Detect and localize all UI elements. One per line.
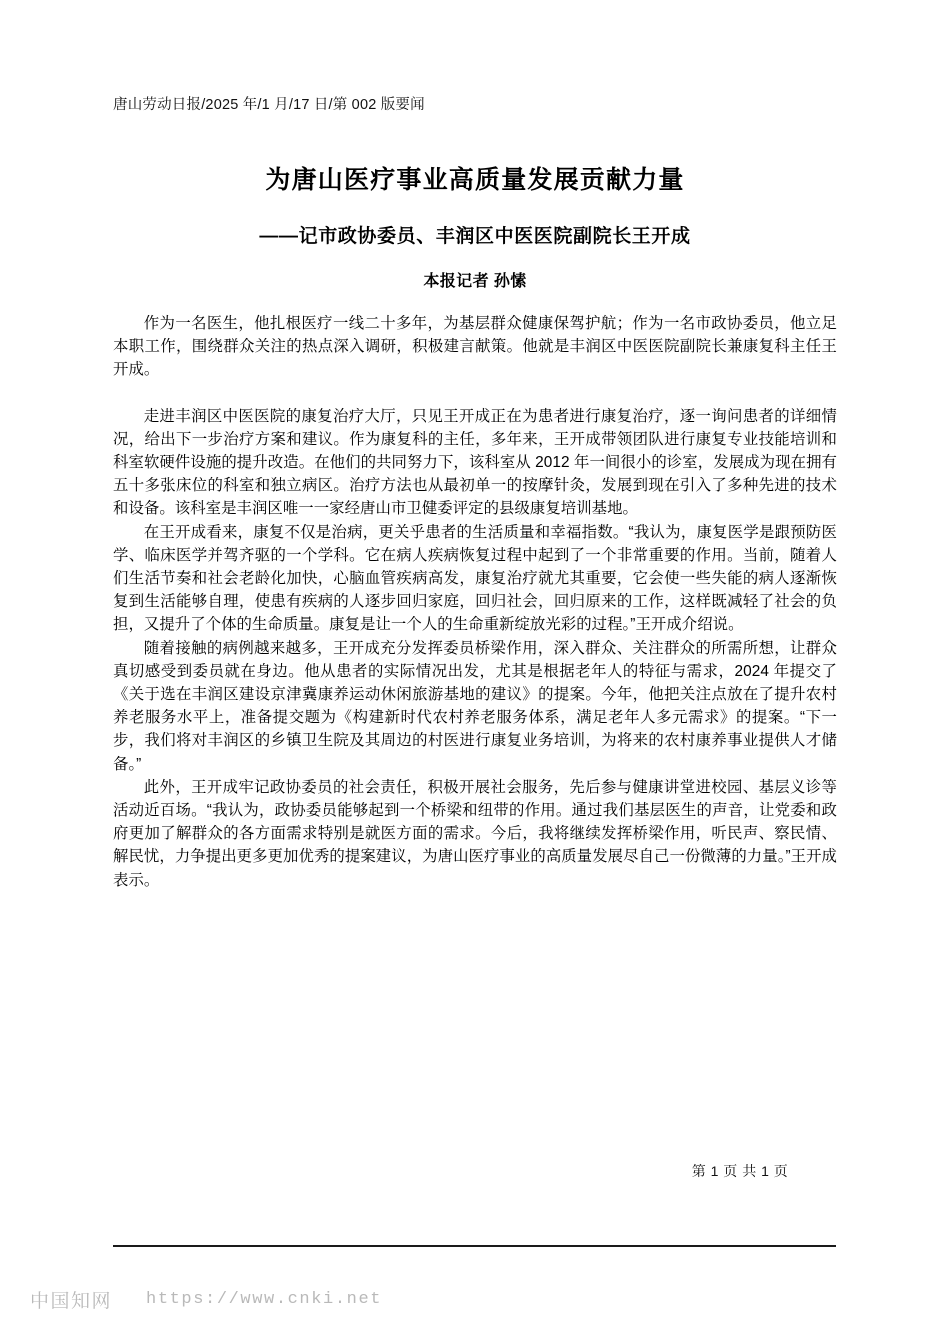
body-paragraph: 此外，王开成牢记政协委员的社会责任，积极开展社会服务，先后参与健康讲堂进校园、基层义诊等活动近百场。“我认为，政协委员能够起到一个桥梁和纽带的作用。通过我们基层医生的声音，让党委和政府更加了解群众的各方面需求特别是就医方面的需求。今后，我将继续发挥桥梁作用，听民声、察民情、解民忧，力争提出更多更加优秀的提案建议，为唐山医疗事业的高质量发展尽自己一份微薄的力量。”王开成表示。: [113, 778, 837, 889]
article-body: [113, 312, 837, 892]
cnki-watermark: [30, 1286, 382, 1313]
body-paragraph: 在王开成看来，康复不仅是治病，更关乎患者的生活质量和幸福指数。“我认为，康复医学是跟预防医学、临床医学并驾齐驱的一个学科。它在病人疾病恢复过程中起到了一个非常重要的作用。当前，随着人们生活节奏和社会老龄化加快，心脑血管疾病高发，康复治疗就尤其重要，它会使一些失能的病人逐渐恢复到生活能够自理，使患有疾病的人逐步回归家庭，回归社会，回归原来的工作，这样既减轻了社会的负担，又提升了个体的生命质量。康复是让一个人的生命重新绽放光彩的过程。”王开成介绍说。: [113, 523, 837, 634]
page-footer: [0, 1161, 950, 1181]
source-citation: 唐山劳动日报/2025 年/1 月/17 日/第 002 版要闻: [113, 97, 425, 113]
article-byline: 本报记者 孙愫: [423, 273, 527, 290]
body-paragraph: 走进丰润区中医医院的康复治疗大厅，只见王开成正在为患者进行康复治疗，逐一询问患者的详细情况，给出下一步治疗方案和建议。作为康复科的主任，多年来，王开成带领团队进行康复专业技能培训和科室软硬件设施的提升改造。在他们的共同努力下，该科室从 2012 年一间很小的诊室，发展成为现在拥有五十多张床位的科室和独立病区。治疗方法也从最初单一的按摩针灸，发展到现在引入了多种先进的技术和设备。该科室是丰润区唯一一家经唐山市卫健委评定的县级康复培训基地。: [113, 407, 837, 518]
footer-divider: [113, 1245, 836, 1247]
body-paragraph: 作为一名医生，他扎根医疗一线二十多年，为基层群众健康保驾护航；作为一名市政协委员，他立足本职工作，围绕群众关注的热点深入调研，积极建言献策。他就是丰润区中医医院副院长兼康复科主任王开成。: [113, 315, 837, 379]
cnki-url-text: https://www.cnki.net: [146, 1290, 383, 1309]
article-subtitle: ——记市政协委员、丰润区中医医院副院长王开成: [259, 226, 691, 247]
body-paragraph: 随着接触的病例越来越多，王开成充分发挥委员桥梁作用，深入群众、关注群众的所需所想，让群众真切感受到委员就在身边。他从患者的实际情况出发，尤其是根据老年人的特征与需求，2024 年提交了《关于选在丰润区建设京津冀康养运动休闲旅游基地的建议》的提案。今年，他把关注点放在了提升农村养老服务水平上，准备提交题为《构建新时代农村养老服务体系，满足老年人多元需求》的提案。“下一步，我们将对丰润区的乡镇卫生院及其周边的村医进行康复业务培训，为将来的农村康养事业提供人才储备。”: [113, 639, 837, 773]
page-number: 第 1 页 共 1 页: [691, 1163, 789, 1179]
article-title: 为唐山医疗事业高质量发展贡献力量: [265, 166, 685, 194]
cnki-logo-text: 中国知网: [30, 1291, 113, 1312]
